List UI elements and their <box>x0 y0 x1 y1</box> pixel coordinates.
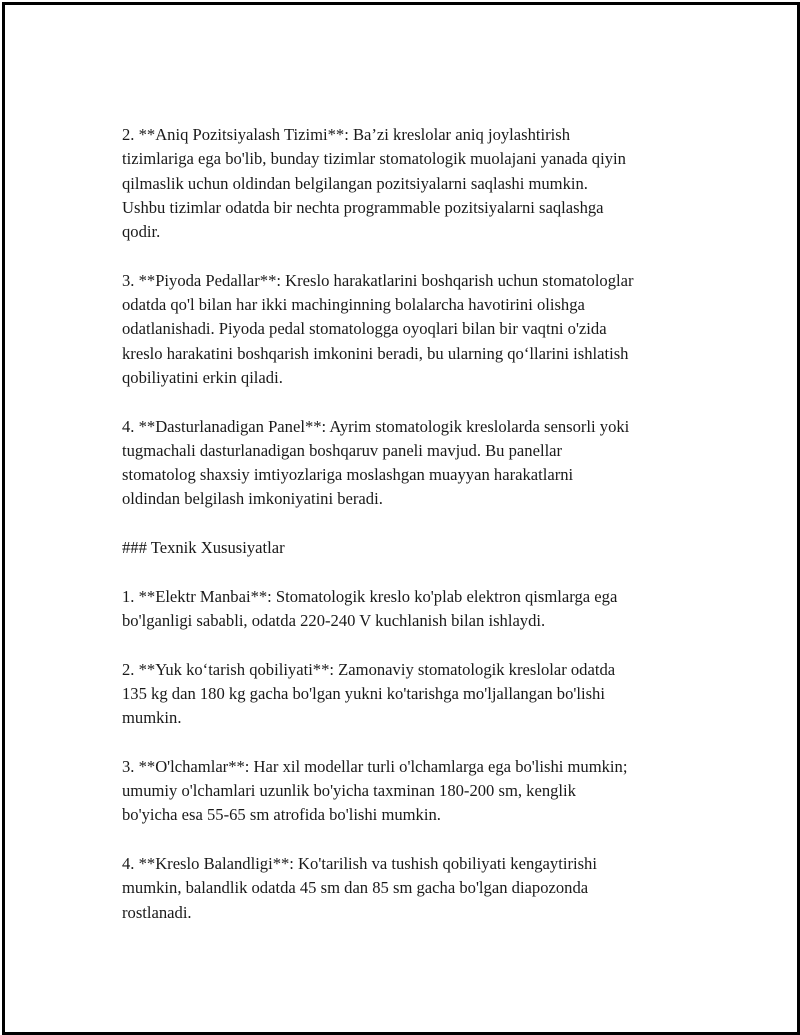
text-line: bo'lganligi sababli, odatda 220-240 V kuchlanish bilan ishlaydi. <box>122 610 546 630</box>
paragraph-yuk-kotarish <box>122 658 702 731</box>
text-line: qodir. <box>122 222 161 242</box>
text-line: tizimlariga ega bo'lib, bunday tizimlar stomatologik muolajani yanada qiyin <box>122 149 626 169</box>
text-line: mumkin, balandlik odatda 45 sm dan 85 sm gacha bo'lgan diapozonda <box>122 878 589 898</box>
paragraph-olchamlar <box>122 755 702 828</box>
text-line: 2. **Aniq Pozitsiyalash Tizimi**: Ba’zi kreslolar aniq joylashtirish <box>122 125 570 144</box>
text-line: qilmaslik uchun oldindan belgilangan pozitsiyalarni saqlashi mumkin. <box>122 173 588 193</box>
text-line: qobiliyatini erkin qiladi. <box>122 367 283 387</box>
paragraph-elektr-manbai <box>122 585 702 634</box>
text-line: umumiy o'lchamlari uzunlik bo'yicha taxminan 180-200 sm, kenglik <box>122 781 576 801</box>
paragraph-piyoda-pedallar <box>122 269 702 390</box>
text-line: rostlanadi. <box>122 902 192 922</box>
text-line: Ushbu tizimlar odatda bir nechta programmable pozitsiyalarni saqlashga <box>122 197 604 217</box>
text-line: 4. **Kreslo Balandligi**: Ko'tarilish va tushish qobiliyati kengaytirishi <box>122 853 597 873</box>
text-line: bo'yicha esa 55-65 sm atrofida bo'lishi mumkin. <box>122 805 441 825</box>
text-line: stomatolog shaxsiy imtiyozlariga moslashgan muayyan harakatlarni <box>122 465 574 485</box>
text-line: 1. **Elektr Manbai**: Stomatologik kreslo ko'plab elektron qismlarga ega <box>122 586 618 606</box>
paragraph-kreslo-balandligi <box>122 852 702 925</box>
text-line: tugmachali dasturlanadigan boshqaruv paneli mavjud. Bu panellar <box>122 440 563 460</box>
text-line: 3. **O'lchamlar**: Har xil modellar turli o'lchamlarga ega bo'lishi mumkin; <box>122 756 628 776</box>
text-line: odatda qo'l bilan har ikki machinginning bolalarcha havotirini olishga <box>122 295 585 315</box>
text-line: mumkin. <box>122 708 182 728</box>
paragraph-dasturlanadigan-panel <box>122 415 702 512</box>
heading-line: ### Texnik Xususiyatlar <box>122 538 285 558</box>
text-line: 135 kg dan 180 kg gacha bo'lgan yukni ko'tarishga mo'ljallangan bo'lishi <box>122 683 605 703</box>
text-line: oldindan belgilash imkoniyatini beradi. <box>122 489 383 509</box>
text-line: 3. **Piyoda Pedallar**: Kreslo harakatlarini boshqarish uchun stomatologlar <box>122 270 634 290</box>
page-frame <box>2 2 800 1035</box>
text-line: odatlanishadi. Piyoda pedal stomatologga oyoqlari bilan bir vaqtni o'zida <box>122 319 607 339</box>
text-line: 4. **Dasturlanadigan Panel**: Ayrim stomatologik kreslolarda sensorli yoki <box>122 416 630 436</box>
text-line: kreslo harakatini boshqarish imkonini beradi, bu ularning qo‘llarini ishlatish <box>122 343 629 363</box>
section-heading-texnik-xususiyatlar <box>122 536 702 560</box>
document-body <box>122 123 702 949</box>
paragraph-aniq-pozitsiyalash <box>122 123 702 244</box>
text-line: 2. **Yuk ko‘tarish qobiliyati**: Zamonaviy stomatologik kreslolar odatda <box>122 659 616 679</box>
